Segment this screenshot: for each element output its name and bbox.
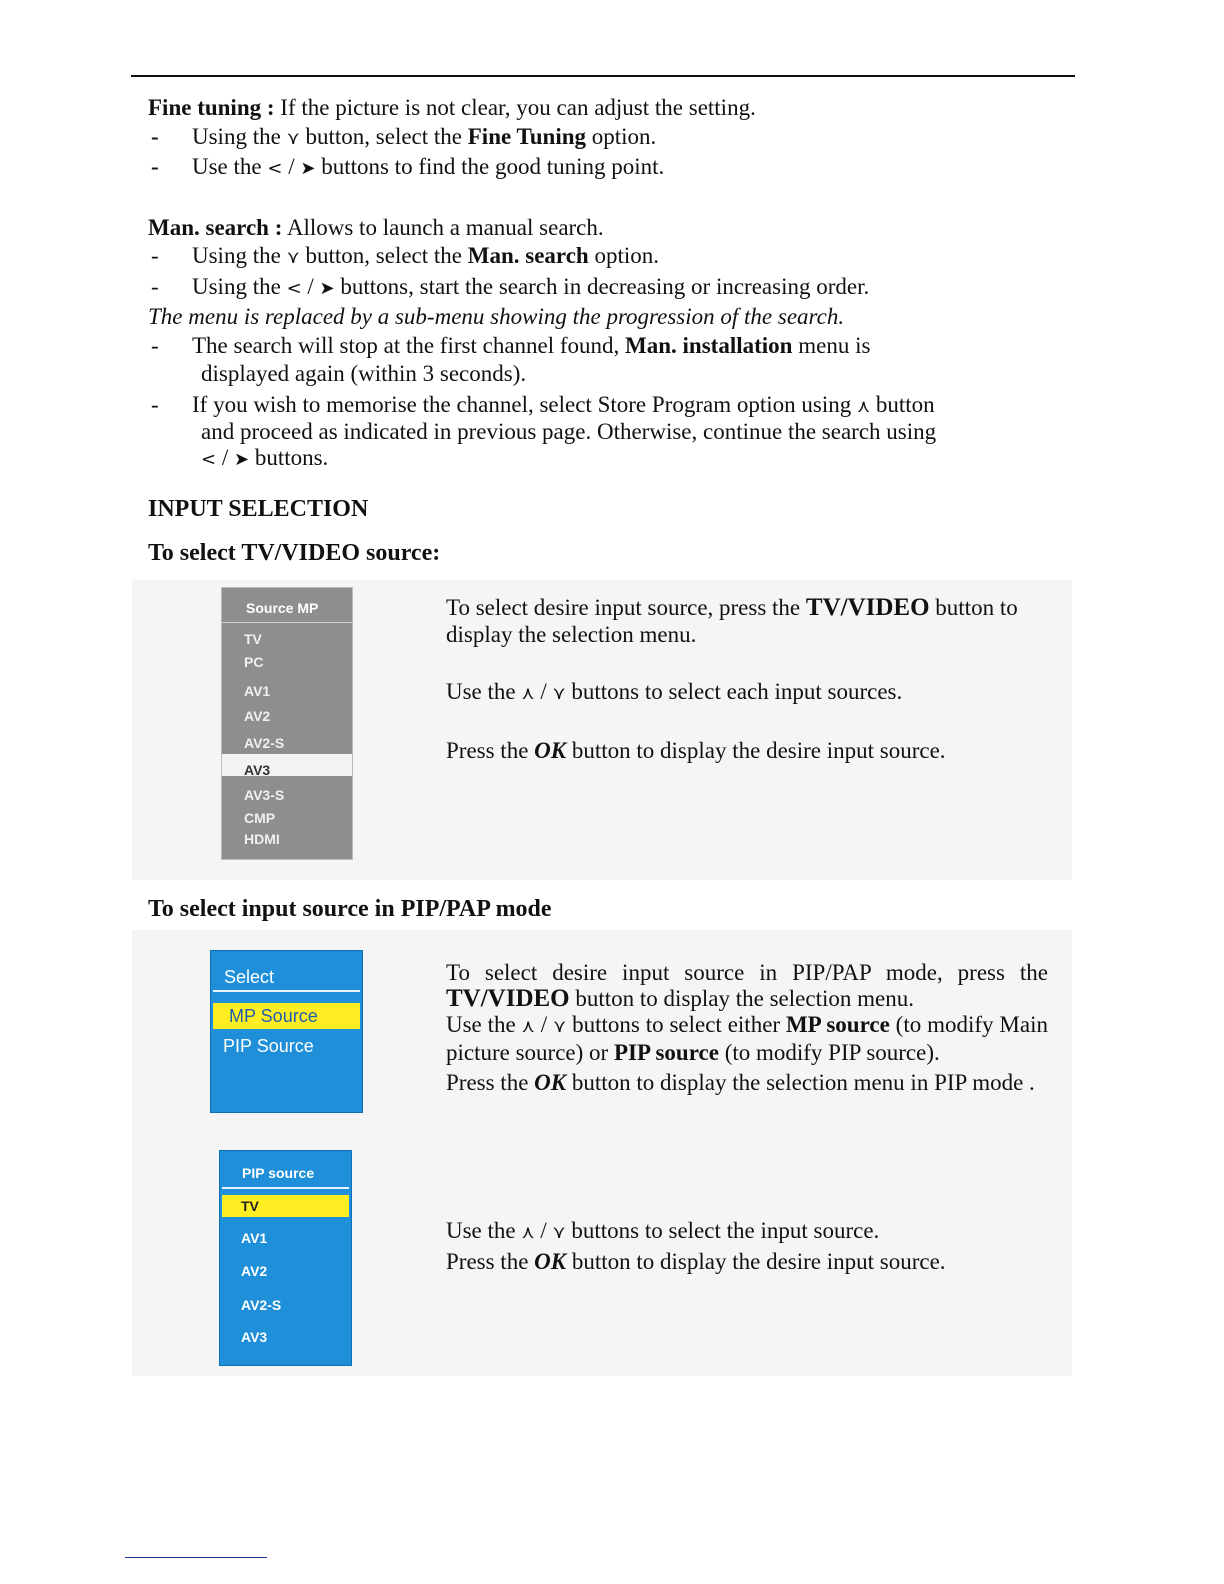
select-menu-title: Select bbox=[213, 953, 360, 992]
tv-video-step-1: To select desire input source, press the TV/VIDEO button to display the selection menu. bbox=[446, 594, 1018, 647]
tv-video-step-2: Use the ⋏ / ⋎ buttons to select each input sources. bbox=[446, 679, 903, 704]
pip-source-step-1: Use the ⋏ / ⋎ buttons to select the input source. bbox=[446, 1218, 880, 1243]
man-search-step-2: - Using the < / ➤ buttons, start the search in decreasing or increasing order. bbox=[151, 273, 870, 299]
man-search-step-4: - If you wish to memorise the channel, select Store Program option using ⋏ button and proceed as indicated in previous page. Otherwise, continue the search using < / ➤ buttons. bbox=[151, 391, 937, 470]
pip-source-item-tv[interactable]: TV bbox=[222, 1195, 349, 1217]
left-arrow-icon: < bbox=[201, 448, 217, 470]
source-mp-menu-title: Source MP bbox=[222, 588, 352, 623]
pip-pap-step-3: Press the OK button to display the selection menu in PIP mode . bbox=[446, 1070, 1035, 1095]
pip-pap-heading: To select input source in PIP/PAP mode bbox=[148, 896, 552, 922]
pip-source-step-2: Press the OK button to display the desire input source. bbox=[446, 1249, 946, 1274]
source-mp-item-av3[interactable]: AV3 bbox=[222, 754, 352, 776]
source-mp-item-av2[interactable]: AV2 bbox=[244, 708, 271, 724]
pip-pap-step-2: Use the ⋏ / ⋎ buttons to select either MP source (to modify Main picture source) or PIP source (to modify PIP source). bbox=[446, 1012, 1048, 1065]
up-arrow-icon: ⋏ bbox=[521, 1222, 535, 1243]
pip-source-instructions bbox=[446, 1216, 1048, 1276]
man-search-note: The menu is replaced by a sub-menu showing the progression of the search. bbox=[148, 304, 845, 329]
tv-video-step-3: Press the OK button to display the desire input source. bbox=[446, 738, 946, 763]
select-item-mp-source[interactable]: MP Source bbox=[213, 1003, 360, 1029]
source-mp-item-av2-s[interactable]: AV2-S bbox=[244, 735, 285, 751]
pip-source-item-av3[interactable]: AV3 bbox=[241, 1329, 268, 1345]
left-arrow-icon: < bbox=[286, 277, 302, 299]
up-arrow-icon: ⋏ bbox=[521, 683, 535, 704]
select-menu bbox=[210, 950, 363, 1113]
fine-tuning-step-2: - Use the < / ➤ buttons to find the good tuning point. bbox=[151, 154, 665, 179]
down-arrow-icon: ⋎ bbox=[552, 1222, 566, 1243]
man-search-intro: Man. search : Allows to launch a manual search. bbox=[148, 214, 604, 240]
pip-source-item-av2-s[interactable]: AV2-S bbox=[241, 1297, 282, 1313]
pip-source-item-av2[interactable]: AV2 bbox=[241, 1263, 268, 1279]
pip-pap-step-1: To select desire input source in PIP/PAP mode, press the TV/VIDEO button to display the selection menu. bbox=[446, 960, 1048, 1012]
footer-rule bbox=[125, 1557, 267, 1558]
source-mp-menu bbox=[221, 587, 353, 860]
right-arrow-icon: ➤ bbox=[233, 448, 250, 470]
tv-video-heading: To select TV/VIDEO source: bbox=[148, 540, 441, 566]
right-arrow-icon: ➤ bbox=[300, 158, 316, 179]
pip-source-item-av1[interactable]: AV1 bbox=[241, 1230, 268, 1246]
down-arrow-icon: ⋎ bbox=[552, 683, 566, 704]
input-selection-heading: INPUT SELECTION bbox=[148, 496, 369, 522]
source-mp-item-av3-s[interactable]: AV3-S bbox=[244, 787, 285, 803]
down-arrow-icon: ⋎ bbox=[553, 1016, 567, 1037]
fine-tuning-step-1: - Using the ⋎ button, select the Fine Tuning option. bbox=[151, 123, 657, 149]
select-item-pip-source[interactable]: PIP Source bbox=[223, 1036, 314, 1056]
source-mp-item-cmp[interactable]: CMP bbox=[244, 810, 276, 826]
source-mp-item-pc[interactable]: PC bbox=[244, 654, 264, 670]
pip-source-menu bbox=[219, 1150, 352, 1366]
source-mp-item-hdmi[interactable]: HDMI bbox=[244, 831, 280, 847]
man-search-step-3: - The search will stop at the first channel found, Man. installation menu is displayed again (within 3 seconds). bbox=[151, 332, 871, 386]
source-mp-item-av1[interactable]: AV1 bbox=[244, 683, 271, 699]
up-arrow-icon: ⋏ bbox=[521, 1016, 535, 1037]
up-arrow-icon: ⋏ bbox=[856, 395, 871, 417]
pip-source-menu-title: PIP source bbox=[222, 1153, 349, 1189]
down-arrow-icon: ⋎ bbox=[286, 247, 300, 268]
source-mp-item-tv[interactable]: TV bbox=[244, 631, 262, 647]
tv-video-instructions bbox=[446, 594, 1046, 794]
man-search-step-1: - Using the ⋎ button, select the Man. search option. bbox=[151, 243, 659, 268]
pip-pap-instructions bbox=[446, 960, 1048, 1096]
down-arrow-icon: ⋎ bbox=[286, 127, 300, 149]
manual-text-block bbox=[148, 94, 1048, 472]
fine-tuning-intro: Fine tuning : If the picture is not clear, you can adjust the setting. bbox=[148, 95, 756, 120]
right-arrow-icon: ➤ bbox=[319, 277, 335, 299]
top-rule bbox=[131, 75, 1075, 77]
left-arrow-icon: < bbox=[267, 158, 283, 179]
